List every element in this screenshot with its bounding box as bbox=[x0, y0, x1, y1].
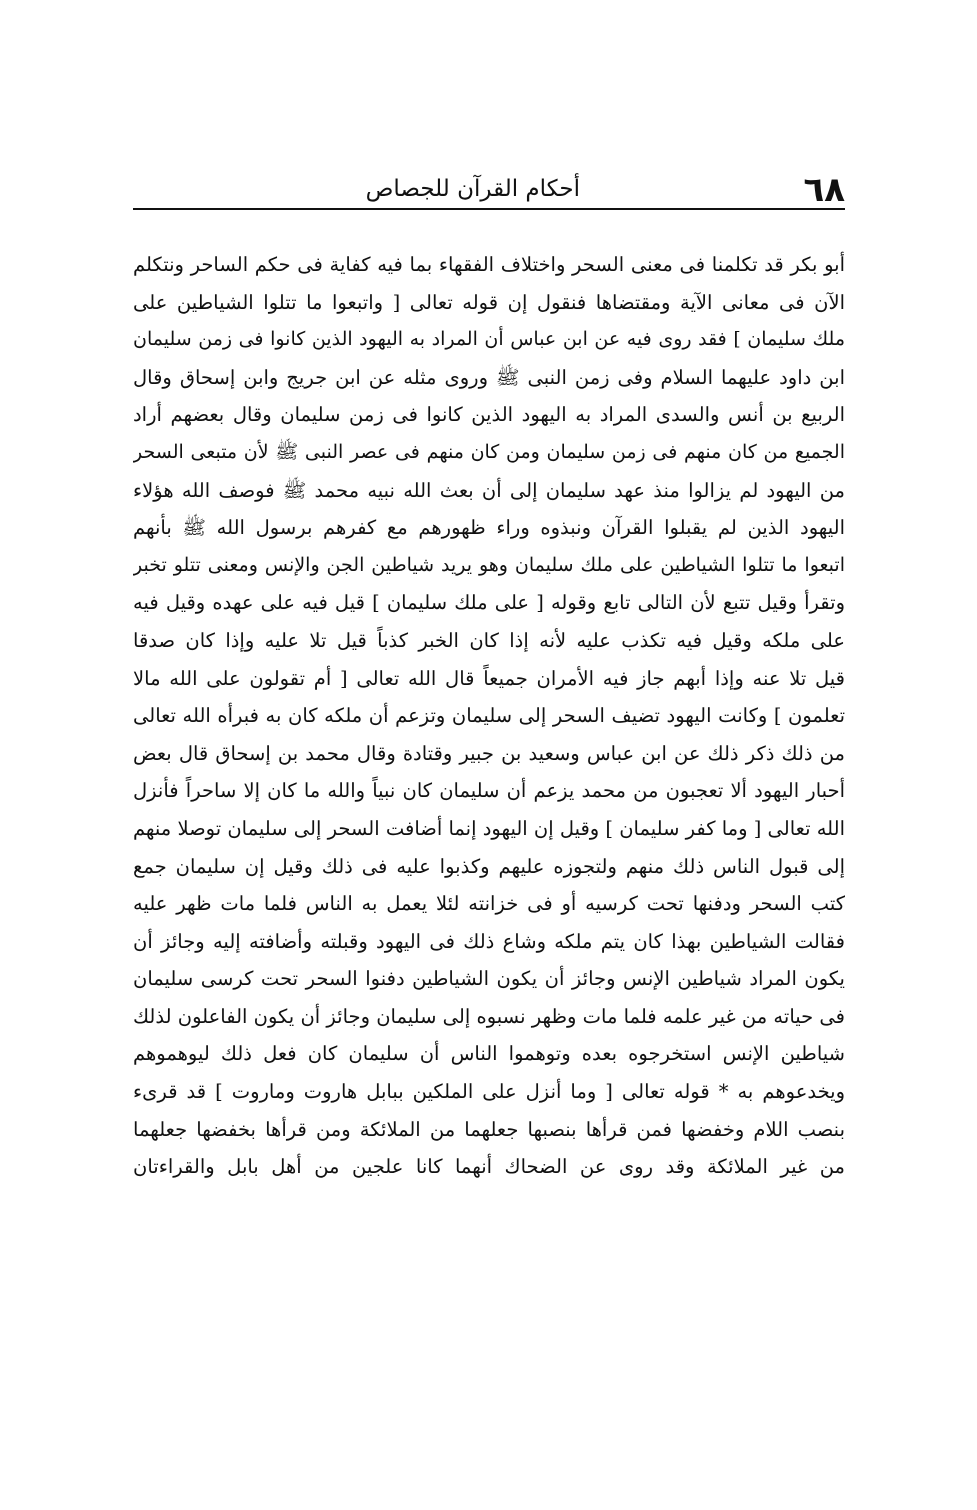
text-line: الآن فى معانى الآية ومقتضاها فنقول إن قوله تعالى [ واتبعوا ما تتلوا الشياطين على bbox=[133, 290, 845, 314]
text-line: أحبار اليهود ألا تعجبون من محمد يزعم أن سليمان كان نبياً والله ما كان إلا ساحراً فأنزل bbox=[133, 779, 845, 803]
text-line: يكون المراد شياطين الإنس وجائز أن يكون الشياطين دفنوا السحر تحت كرسى سليمان bbox=[133, 967, 845, 991]
body-text bbox=[133, 246, 845, 1186]
text-line: شياطين الإنس استخرجوه بعده وتوهموا الناس أن سليمان كان فعل ذلك ليوهموهم bbox=[133, 1042, 845, 1066]
text-line: ويخدعوهم به * قوله تعالى [ وما أنزل على الملكين ببابل هاروت وماروت ] قد قرىء bbox=[133, 1080, 845, 1104]
text-line: بنصب اللام وخفضها فمن قرأها بنصبها جعلهما من الملائكة ومن قرأها بخفضها جعلهما bbox=[133, 1117, 845, 1141]
text-line: فقالت الشياطين بهذا كان يتم ملكه وشاع ذلك فى اليهود وقبلته وأضافته إليه وجائز أن bbox=[133, 929, 845, 953]
text-line: الله تعالى [ وما كفر سليمان ] وقيل إن اليهود إنما أضافت السحر إلى سليمان توصلا منهم bbox=[133, 816, 845, 840]
header-divider bbox=[133, 208, 845, 210]
text-line: كتب السحر ودفنها تحت كرسيه أو فى خزانته لئلا يعمل به الناس فلما مات ظهر عليه bbox=[133, 892, 845, 916]
text-line: من غير الملائكة وقد روى عن الضحاك أنهما كانا علجين من أهل بابل والقراءتان bbox=[133, 1155, 845, 1179]
text-line: من ذلك ذكر ذلك عن ابن عباس وسعيد بن جبير وقتادة وقال محمد بن إسحاق قال بعض bbox=[133, 741, 845, 765]
running-title: أحكام القرآن للجصاص bbox=[365, 176, 580, 202]
text-line: وتقرأ وقيل تتبع لأن التالى تابع وقوله [ على ملك سليمان ] قيل فيه على عهده وقيل فيه bbox=[133, 591, 845, 615]
text-line: ملك سليمان ] فقد روى فيه عن ابن عباس أن المراد به اليهود الذين كانوا فى زمن سليمان bbox=[133, 328, 845, 351]
text-line: اليهود الذين لم يقبلوا القرآن ونبذوه وراء ظهورهم مع كفرهم برسول الله ﷺ بأنهم bbox=[133, 516, 845, 540]
text-line: على ملكه وقيل فيه تكذب عليه لأنه إذا كان الخبر كذباً قيل تلا عليه وإذا كان صدقا bbox=[133, 628, 845, 652]
text-line: أبو بكر قد تكلمنا فى معنى السحر واختلاف الفقهاء بما فيه كفاية فى حكم الساحر ونتكلم bbox=[133, 253, 845, 276]
text-line: قيل تلا عنه وإذا أبهم جاز فيه الأمران جميعاً قال الله تعالى [ أم تقولون على الله مالا bbox=[133, 666, 845, 690]
text-line: ابن داود عليهما السلام وفى زمن النبى ﷺ وروى مثله عن ابن جريج وابن إسحاق وقال bbox=[133, 365, 845, 389]
page-header bbox=[133, 170, 845, 212]
text-line: من اليهود لم يزالوا منذ عهد سليمان إلى أن بعث الله نبيه محمد ﷺ فوصف الله هؤلاء bbox=[133, 478, 845, 502]
text-line: فى حياته من غير علمه فلما مات وظهر نسبوه إلى سليمان وجائز أن يكون الفاعلون لذلك bbox=[133, 1004, 845, 1028]
text-line: تعلمون ] وكانت اليهود تضيف السحر إلى سليمان وتزعم أن ملكه كان به فبرأه الله تعالى bbox=[133, 704, 845, 728]
page-number: ٦٨ bbox=[803, 170, 845, 210]
text-line: إلى قبول الناس ذلك منهم ولتجوزه عليهم وكذبوا عليه فى ذلك وقيل إن سليمان جمع bbox=[133, 854, 845, 878]
text-line: اتبعوا ما تتلوا الشياطين على ملك سليمان وهو يريد شياطين الجن والإنس ومعنى تتلو تخبر bbox=[133, 553, 845, 576]
text-line: الجميع من كان منهم فى زمن سليمان ومن كان منهم فى عصر النبى ﷺ لأن متبعى السحر bbox=[133, 440, 845, 463]
text-line: الربيع بن أنس والسدى المراد به اليهود الذين كانوا فى زمن سليمان وقال بعضهم أراد bbox=[133, 403, 845, 427]
